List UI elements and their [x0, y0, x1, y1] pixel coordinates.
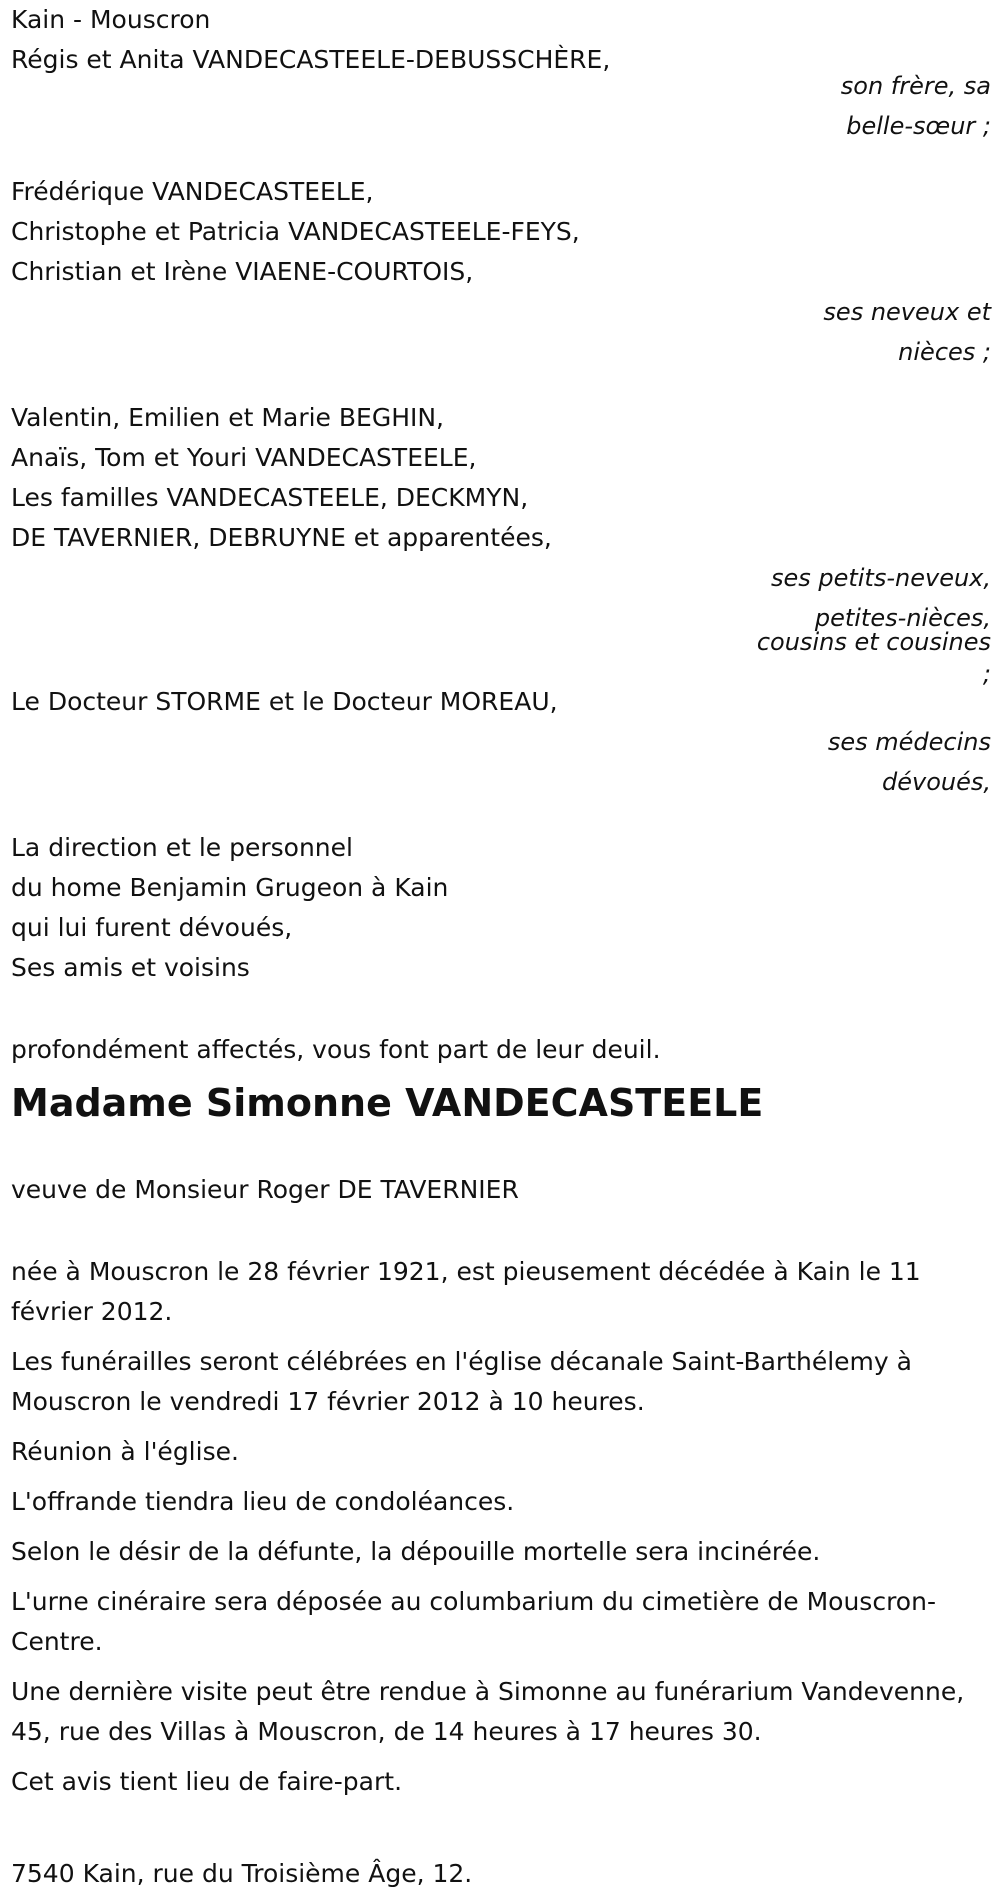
notice-paragraph: L'offrande tiendra lieu de condoléances.	[11, 1487, 515, 1516]
address-line: 7540 Kain, rue du Troisième Âge, 12.	[11, 1859, 473, 1888]
relation-line: belle-sœur ;	[846, 112, 991, 140]
relation-line: son frère, sa	[840, 72, 991, 100]
relation-line: ses neveux et	[823, 298, 991, 326]
notice-paragraph: Selon le désir de la défunte, la dépouille mortelle sera incinérée.	[11, 1537, 821, 1566]
deceased-name: Madame Simonne VANDECASTEELE	[11, 1081, 764, 1125]
announcement-text: profondément affectés, vous font part de leur deuil.	[11, 1035, 661, 1064]
spouse-line: veuve de Monsieur Roger DE TAVERNIER	[11, 1175, 519, 1204]
spacer	[11, 802, 997, 828]
spacer	[11, 146, 997, 172]
others-line: La direction et le personnel	[11, 833, 353, 862]
relation-line: ses petits-neveux,	[770, 564, 991, 592]
others-line: du home Benjamin Grugeon à Kain	[11, 873, 449, 902]
family-name-line: Anaïs, Tom et Youri VANDECASTEELE,	[11, 443, 477, 472]
spacer	[11, 1812, 997, 1854]
family-name-line: Les familles VANDECASTEELE, DECKMYN,	[11, 483, 529, 512]
notice-paragraph: Une dernière visite peut être rendue à Simonne au funérarium Vandevenne, 45, rue des Villas à Mouscron, de 14 heures à 17 heures 30.	[11, 1677, 965, 1746]
notice-paragraph: Les funérailles seront célébrées en l'église décanale Saint-Barthélemy à Mouscron le vendredi 17 février 2012 à 10 heures.	[11, 1347, 912, 1416]
family-name-line: Régis et Anita VANDECASTEELE-DEBUSSCHÈRE,	[11, 45, 611, 74]
family-name-line: Christophe et Patricia VANDECASTEELE-FEYS,	[11, 217, 580, 246]
spacer	[11, 372, 997, 398]
family-name-line: Le Docteur STORME et le Docteur MOREAU,	[11, 687, 558, 716]
others-line: Ses amis et voisins	[11, 953, 250, 982]
spacer	[11, 988, 997, 1030]
relation-line: ses médecins	[827, 728, 991, 756]
notice-paragraph: L'urne cinéraire sera déposée au columbarium du cimetière de Mouscron-Centre.	[11, 1587, 936, 1656]
family-name-line: Christian et Irène VIAENE-COURTOIS,	[11, 257, 474, 286]
relation-line: nièces ;	[898, 338, 991, 366]
family-name-line: Valentin, Emilien et Marie BEGHIN,	[11, 403, 445, 432]
location-header: Kain - Mouscron	[11, 5, 211, 34]
family-name-line: Frédérique VANDECASTEELE,	[11, 177, 374, 206]
relation-line: petites-nièces,	[814, 604, 991, 632]
family-name-line: DE TAVERNIER, DEBRUYNE et apparentées,	[11, 523, 552, 552]
spacer	[11, 1210, 997, 1252]
notice-paragraph: Réunion à l'église.	[11, 1437, 239, 1466]
relation-line: cousins et cousines	[756, 628, 991, 656]
relation-line: dévoués,	[882, 768, 991, 796]
notice-paragraph: Cet avis tient lieu de faire-part.	[11, 1767, 403, 1796]
notice-paragraph: née à Mouscron le 28 février 1921, est pieusement décédée à Kain le 11 février 2012.	[11, 1257, 921, 1326]
obituary-notice	[11, 0, 997, 1894]
relation-line: ;	[982, 660, 991, 688]
others-line: qui lui furent dévoués,	[11, 913, 293, 942]
